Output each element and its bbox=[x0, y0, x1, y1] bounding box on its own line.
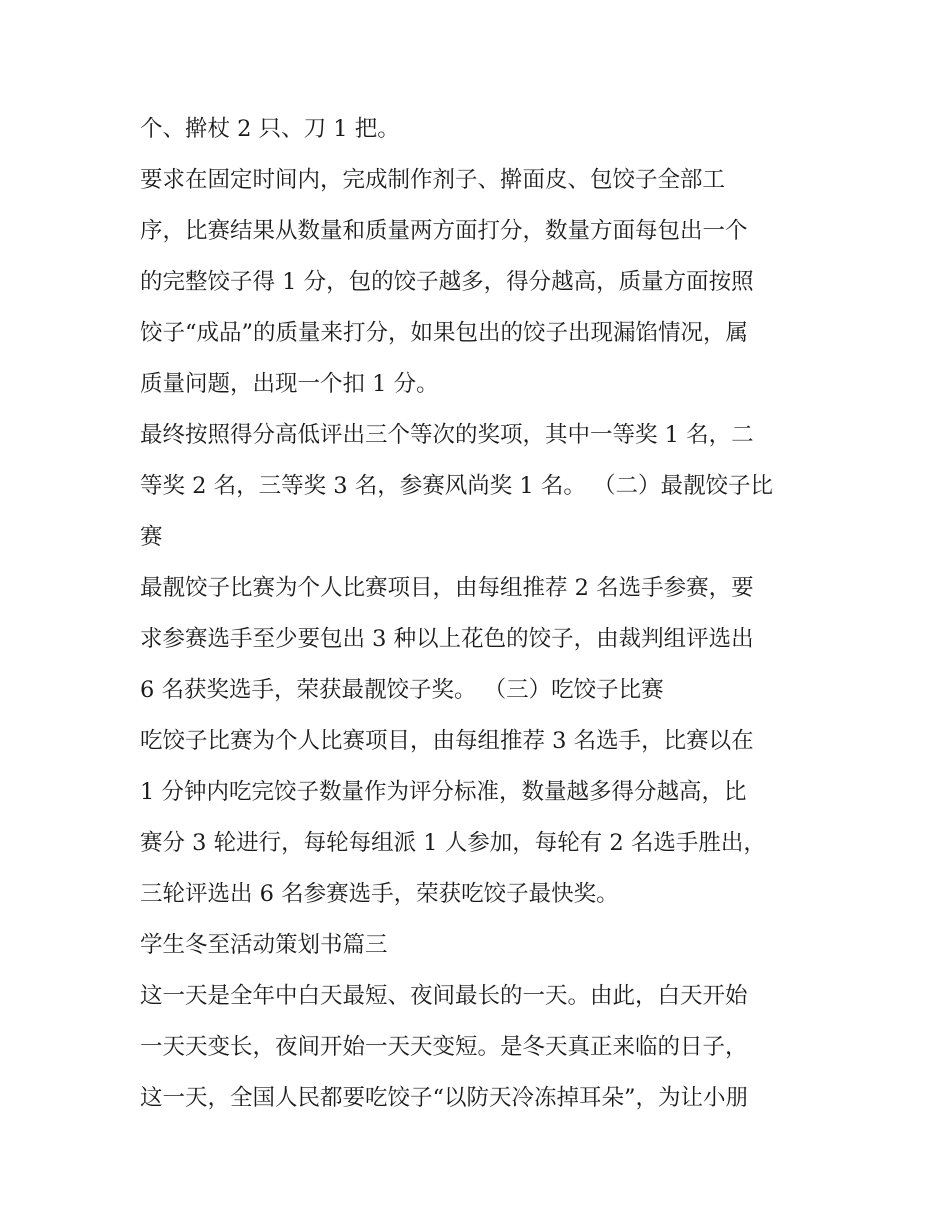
text-line: 质量问题，出现一个扣 1 分。 bbox=[140, 371, 439, 397]
text-line: 最靓饺子比赛为个人比赛项目，由每组推荐 2 名选手参赛，要 bbox=[140, 575, 754, 601]
text-line: 序，比赛结果从数量和质量两方面打分，数量方面每包出一个 bbox=[140, 218, 748, 244]
section-heading: 学生冬至活动策划书篇三 bbox=[140, 932, 388, 958]
text-line: 饺子“成品”的质量来打分，如果包出的饺子出现漏馅情况，属 bbox=[140, 320, 749, 346]
text-line: 吃饺子比赛为个人比赛项目，由每组推荐 3 名选手，比赛以在 bbox=[140, 728, 754, 754]
text-line: 这一天是全年中白天最短、夜间最长的一天。由此，白天开始 bbox=[140, 983, 748, 1009]
text-line: 等奖 2 名，三等奖 3 名，参赛风尚奖 1 名。 （二）最靓饺子比 bbox=[140, 473, 774, 499]
text-line: 赛分 3 轮进行，每轮每组派 1 人参加，每轮有 2 名选手胜出， bbox=[140, 830, 766, 856]
text-line: 赛 bbox=[140, 524, 163, 550]
text-line: 三轮评选出 6 名参赛选手，荣获吃饺子最快奖。 bbox=[140, 881, 619, 907]
text-line: 6 名获奖选手，荣获最靓饺子奖。 （三）吃饺子比赛 bbox=[140, 677, 664, 703]
text-line: 1 分钟内吃完饺子数量作为评分标准，数量越多得分越高，比 bbox=[140, 779, 747, 805]
text-line: 求参赛选手至少要包出 3 种以上花色的饺子，由裁判组评选出 bbox=[140, 626, 754, 652]
text-line: 的完整饺子得 1 分，包的饺子越多，得分越高，质量方面按照 bbox=[140, 269, 754, 295]
document-body bbox=[140, 104, 820, 1124]
text-line: 最终按照得分高低评出三个等次的奖项，其中一等奖 1 名，二 bbox=[140, 422, 754, 448]
text-line: 一天天变长，夜间开始一天天变短。是冬天真正来临的日子， bbox=[140, 1034, 748, 1060]
text-line: 个、擀杖 2 只、刀 1 把。 bbox=[140, 116, 400, 142]
text-line: 要求在固定时间内，完成制作剂子、擀面皮、包饺子全部工 bbox=[140, 167, 726, 193]
text-line: 这一天，全国人民都要吃饺子“以防天冷冻掉耳朵”，为让小朋 bbox=[140, 1085, 749, 1111]
